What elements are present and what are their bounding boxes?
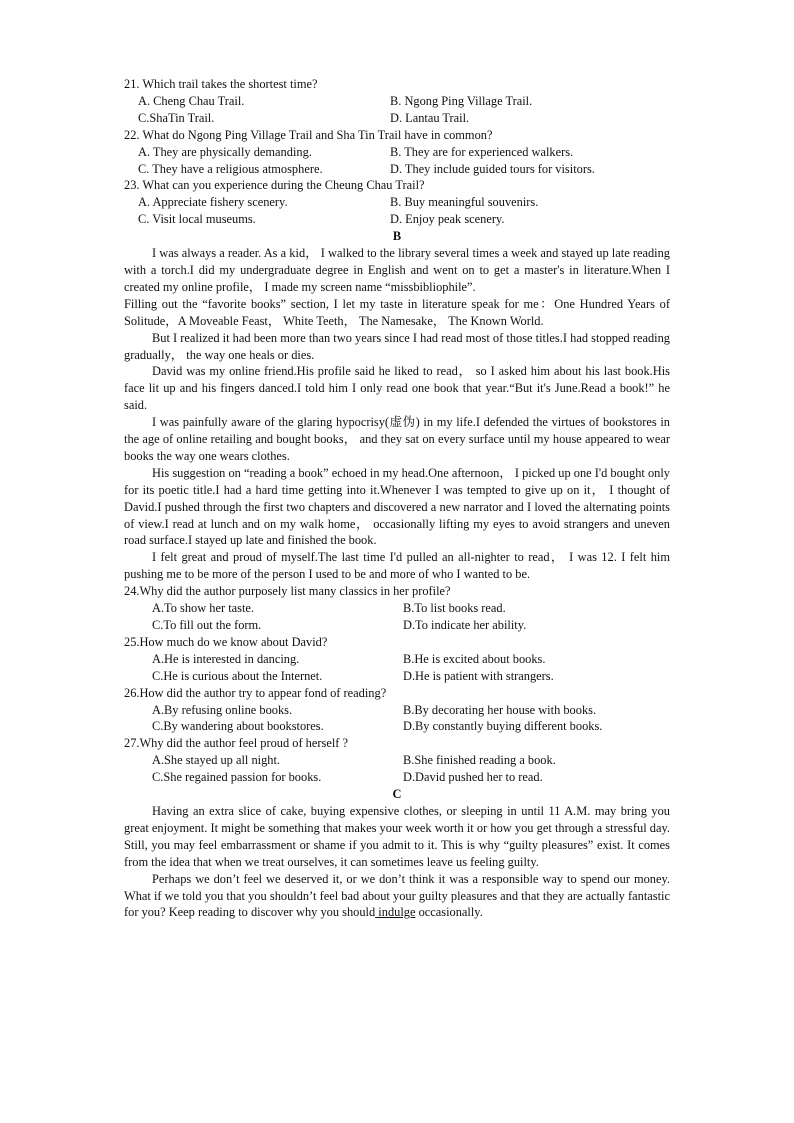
option-a: A. Appreciate fishery scenery. xyxy=(138,195,288,210)
option-b: B.By decorating her house with books. xyxy=(403,702,597,717)
options-row xyxy=(124,110,670,127)
question-stem: 26.How did the author try to appear fond of reading? xyxy=(124,685,387,700)
options-row xyxy=(124,752,670,769)
options-row xyxy=(124,668,670,685)
options-row xyxy=(124,211,670,228)
option-a: A.To show her taste. xyxy=(152,601,255,616)
section-b-heading: B xyxy=(392,229,402,244)
option-d: D.David pushed her to read. xyxy=(403,770,543,785)
options-row xyxy=(124,161,670,178)
option-b: B.He is excited about books. xyxy=(403,651,546,666)
option-c: C.To fill out the form. xyxy=(152,618,262,632)
passage-b-paragraph: I was painfully aware of the glaring hypocrisy(虚伪) in my life.I defended the virtues of bookstores in the age of online retailing and bought books， and they sat on every surface until my house appeared to wear books the way one wears clothes. xyxy=(124,415,670,463)
question-26 xyxy=(124,685,670,736)
question-stem: 25.How much do we know about David? xyxy=(124,634,328,649)
options-row xyxy=(124,144,670,161)
question-22 xyxy=(124,127,670,178)
option-a: A.He is interested in dancing. xyxy=(152,651,300,666)
section-c-heading: C xyxy=(392,787,402,802)
paragraph-text: Perhaps we don’t feel we deserved it, or we don’t think it was a responsible way to spend our money. What if we told you that you shouldn’t feel bad about your guilty pleasures and that they are actually fantastic for you? Keep reading to discover why you should xyxy=(124,871,670,920)
option-c: C.She regained passion for books. xyxy=(152,770,322,785)
options-row xyxy=(124,194,670,211)
passage-b-paragraph: But I realized it had been more than two years since I had read most of those titles.I had stopped reading gradually， the way one heals or dies. xyxy=(124,330,670,362)
option-d: D. Enjoy peak scenery. xyxy=(390,212,505,227)
options-row xyxy=(124,617,670,634)
option-c: C. They have a religious atmosphere. xyxy=(138,161,323,176)
question-25 xyxy=(124,634,670,685)
options-row xyxy=(124,702,670,719)
option-b: B. They are for experienced walkers. xyxy=(390,144,574,159)
options-row xyxy=(124,718,670,735)
paragraph-text: occasionally. xyxy=(415,905,483,920)
option-a: A. They are physically demanding. xyxy=(138,144,312,159)
option-d: D. Lantau Trail. xyxy=(390,110,470,125)
options-row xyxy=(124,769,670,786)
option-c: C.He is curious about the Internet. xyxy=(152,668,323,683)
passage-b-paragraph: David was my online friend.His profile said he liked to read， so I asked him about his last book.His face lit up and his fingers danced.I told him I only read one book that year.“But it's June.Read a book!” he said. xyxy=(124,364,670,413)
passage-b-paragraph: I was always a reader. As a kid， I walked to the library several times a week and stayed up late reading with a torch.I did my undergraduate degree in English and went on to get a master's in literature.When I created my online profile， I made my screen name “missbibliophile”. xyxy=(124,246,670,294)
option-b: B. Ngong Ping Village Trail. xyxy=(390,93,533,108)
passage-c-paragraph: Having an extra slice of cake, buying expensive clothes, or sleeping in until 11 A.M. may bring you great enjoyment. It might be something that makes your week worth it or how you get through a stressful day. Still, you may feel embarrassment or shame if you admit to it. This is why “guilty pleasures” exist. It comes from the idea that when we treat ourselves, it can sometimes leave us feeling guilty. xyxy=(124,803,670,869)
page-content xyxy=(124,76,670,921)
option-c: C.ShaTin Trail. xyxy=(138,110,215,125)
underlined-word: indulge xyxy=(375,905,416,920)
question-27 xyxy=(124,735,670,786)
options-row xyxy=(124,651,670,668)
option-d: D. They include guided tours for visitors. xyxy=(390,161,595,176)
option-b: B. Buy meaningful souvenirs. xyxy=(390,195,539,210)
option-b: B.She finished reading a book. xyxy=(403,753,556,768)
option-d: D.By constantly buying different books. xyxy=(403,719,603,734)
options-row xyxy=(124,600,670,617)
passage-b-paragraph: Filling out the “favorite books” section, I let my taste in literature speak for me：One Hundred Years of Solitude，A Moveable Feast， White Teeth， The Namesake， The Known World. xyxy=(124,296,670,328)
question-stem: 23. What can you experience during the Cheung Chau Trail? xyxy=(124,178,425,193)
option-a: A.She stayed up all night. xyxy=(152,753,281,768)
option-c: C.By wandering about bookstores. xyxy=(152,719,324,734)
question-stem: 27.Why did the author feel proud of herself ? xyxy=(124,736,348,751)
question-stem: 22. What do Ngong Ping Village Trail and Sha Tin Trail have in common? xyxy=(124,127,493,142)
question-stem: 21. Which trail takes the shortest time? xyxy=(124,77,318,91)
question-stem: 24.Why did the author purposely list many classics in her profile? xyxy=(124,584,451,599)
option-d: D.He is patient with strangers. xyxy=(403,668,554,683)
option-b: B.To list books read. xyxy=(403,601,506,616)
options-row xyxy=(124,93,670,110)
passage-c-paragraph xyxy=(124,871,670,922)
question-24 xyxy=(124,583,670,634)
passage-b-paragraph: I felt great and proud of myself.The last time I'd pulled an all-nighter to read， I was 12. I felt him pushing me to be more of the person I used to be and more of who I wanted to be. xyxy=(124,550,670,582)
passage-b-paragraph: His suggestion on “reading a book” echoed in my head.One afternoon， I picked up one I'd bought only for its poetic title.I had a hard time getting into it.Whenever I was tempted to give up on it， I thought of David.I pushed through the first two chapters and discovered a new narrator and I loved the alternating points of view.I read at lunch and on my walk home， occasionally lifting my eyes to avoid strangers and uneven road surface.I stayed up late and finished the book. xyxy=(124,465,670,548)
option-a: A.By refusing online books. xyxy=(152,702,293,717)
option-c: C. Visit local museums. xyxy=(138,212,256,227)
option-a: A. Cheng Chau Trail. xyxy=(138,93,245,108)
option-d: D.To indicate her ability. xyxy=(403,618,527,632)
question-23 xyxy=(124,177,670,228)
question-21 xyxy=(124,76,670,127)
